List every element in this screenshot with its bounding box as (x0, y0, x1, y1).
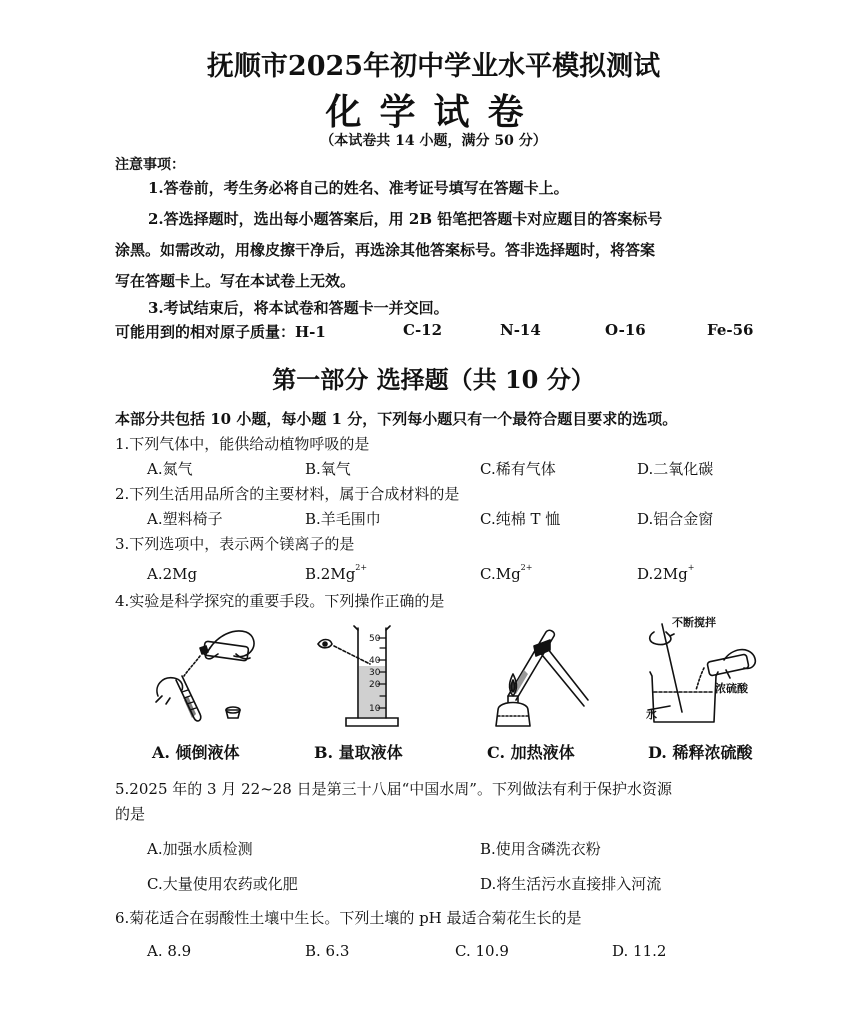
cylinder-tick-40: 40 (369, 656, 381, 666)
q6-option-d: D. 11.2 (612, 942, 667, 960)
cylinder-tick-50: 50 (369, 634, 381, 644)
q6-option-a: A. 8.9 (147, 942, 192, 960)
q3-option-b: $B.2Mg^{2+}$ (305, 563, 368, 583)
measuring-cylinder-figure (312, 620, 412, 732)
q2-option-a: A.塑料椅子 (147, 510, 223, 528)
q1-option-a: A.氮气 (147, 460, 193, 478)
q3-option-d: D.2Mg+ (637, 563, 695, 583)
q4-option-b: B. 量取液体 (314, 743, 403, 762)
q1-stem: 1.下列气体中，能供给动植物呼吸的是 (115, 435, 370, 453)
notice-line-1: 1.答卷前，考生务必将自己的姓名、准考证号填写在答题卡上。 (148, 179, 569, 197)
q6-option-b: B. 6.3 (305, 942, 350, 960)
cylinder-tick-10: 10 (369, 704, 381, 714)
label-water: 水 (646, 708, 657, 721)
q5-option-c: C.大量使用农药或化肥 (147, 875, 298, 893)
q5-option-b: B.使用含磷洗衣粉 (480, 840, 601, 858)
q1-option-b: B.氧气 (305, 460, 351, 478)
heating-liquid-figure (488, 620, 600, 732)
q2-option-b: B.羊毛围巾 (305, 510, 381, 528)
exam-note: （本试卷共 14 小题，满分 50 分） (320, 133, 547, 149)
q5-stem-line-2: 的是 (115, 805, 146, 823)
q6-option-c: C. 10.9 (455, 942, 509, 960)
q4-option-a: A. 倾倒液体 (152, 743, 240, 762)
q3-stem: 3.下列选项中，表示两个镁离子的是 (115, 535, 355, 553)
notice-line-2: 2.答选择题时，选出每小题答案后，用 2B 铅笔把答题卡对应题目的答案标号 (148, 210, 663, 228)
subject-title: 化学试卷 (325, 91, 542, 133)
q4-stem: 4.实验是科学探究的重要手段。下列操作正确的是 (115, 592, 445, 610)
notice-heading: 注意事项： (115, 157, 185, 173)
notice-line-5: 3.考试结束后，将本试卷和答题卡一并交回。 (148, 299, 449, 317)
q5-stem-line-1: 5.2025 年的 3 月 22~28 日是第三十八届“中国水周”。下列做法有利于保护水资源 (115, 780, 672, 798)
q1-option-d: D.二氧化碳 (637, 460, 714, 478)
atomic-mass-fe: Fe-56 (707, 321, 754, 339)
q4-option-d: D. 稀释浓硫酸 (648, 743, 753, 762)
q6-stem: 6.菊花适合在弱酸性土壤中生长。下列土壤的 pH 最适合菊花生长的是 (115, 909, 582, 927)
notice-line-4: 写在答题卡上。写在本试卷上无效。 (115, 272, 356, 290)
label-stirring: 不断搅拌 (672, 616, 716, 629)
notice-line-3: 涂黑。如需改动，用橡皮擦干净后，再选涂其他答案标号。答非选择题时，将答案 (115, 241, 656, 259)
q4-option-c: C. 加热液体 (487, 743, 575, 762)
pouring-liquid-figure (148, 618, 260, 730)
cylinder-tick-30: 30 (369, 668, 381, 678)
q2-option-d: D.铝合金窗 (637, 510, 714, 528)
q5-option-d: D.将生活污水直接排入河流 (480, 875, 662, 893)
label-concentrated-acid: 浓硫酸 (715, 682, 748, 695)
q2-option-c: C.纯棉 T 恤 (480, 510, 561, 528)
atomic-mass-n: N-14 (500, 321, 541, 339)
section-intro: 本部分共包括 10 小题，每小题 1 分，下列每小题只有一个最符合题目要求的选项。 (115, 410, 678, 428)
atomic-mass-c: C-12 (403, 321, 443, 339)
q3-option-c: $C.Mg^{2+}$ (480, 563, 533, 583)
section-title: 第一部分 选择题（共 10 分） (272, 365, 595, 394)
exam-title: 抚顺市2025年初中学业水平模拟测试 (206, 51, 661, 82)
q5-option-a: A.加强水质检测 (147, 840, 253, 858)
atomic-mass-label: 可能用到的相对原子质量：H-1 (115, 323, 326, 341)
atomic-mass-o: O-16 (605, 321, 646, 339)
q3-option-a: A.2Mg (147, 565, 198, 583)
q2-stem: 2.下列生活用品所含的主要材料，属于合成材料的是 (115, 485, 460, 503)
q1-option-c: C.稀有气体 (480, 460, 556, 478)
cylinder-tick-20: 20 (369, 680, 381, 690)
